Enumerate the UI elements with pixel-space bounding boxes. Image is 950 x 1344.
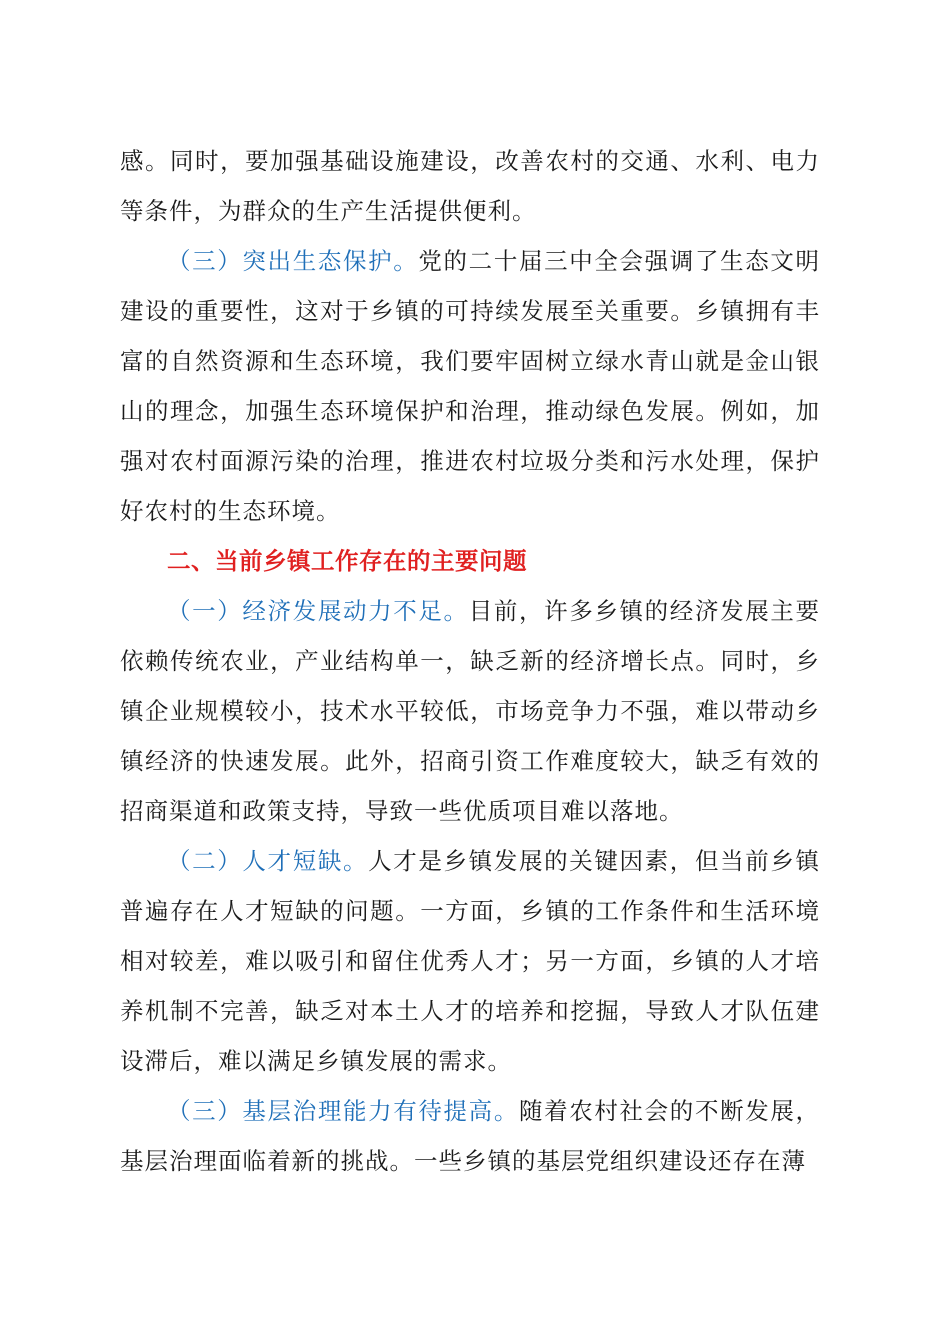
document-page: [120, 136, 820, 1186]
paragraph-text: 随着农村社会的不断发展，基层治理面临着新的挑战。一些乡镇的基层党组织建设还存在薄: [120, 1097, 821, 1175]
paragraph-talent: [120, 836, 820, 1086]
paragraph-text: 人才是乡镇发展的关键因素，但当前乡镇普遍存在人才短缺的问题。一方面，乡镇的工作条件和生活环境相对较差，难以吸引和留住优秀人才；另一方面，乡镇的人才培养机制不完善，缺乏对本土人才的培养和挖掘，导致人才队伍建设滞后，难以满足乡镇发展的需求。: [120, 847, 821, 1075]
paragraph-economy: [120, 586, 820, 836]
paragraph-ecology: [120, 236, 820, 536]
subheading-economy: （一）经济发展动力不足。: [167, 597, 469, 625]
section-heading: 二、当前乡镇工作存在的主要问题: [167, 547, 527, 575]
paragraph-text: 党的二十届三中全会强调了生态文明建设的重要性，这对于乡镇的可持续发展至关重要。乡镇拥有丰富的自然资源和生态环境，我们要牢固树立绿水青山就是金山银山的理念，加强生态环境保护和治理，推动绿色发展。例如，加强对农村面源污染的治理，推进农村垃圾分类和污水处理，保护好农村的生态环境。: [120, 247, 821, 525]
paragraph-text: 感。同时，要加强基础设施建设，改善农村的交通、水利、电力等条件，为群众的生产生活提供便利。: [120, 147, 820, 225]
subheading-governance: （三）基层治理能力有待提高。: [167, 1097, 519, 1125]
paragraph-governance: [120, 1086, 820, 1186]
subheading-talent: （二）人才短缺。: [167, 847, 369, 875]
paragraph-continuation: [120, 136, 820, 236]
paragraph-text: 目前，许多乡镇的经济发展主要依赖传统农业，产业结构单一，缺乏新的经济增长点。同时，乡镇企业规模较小，技术水平较低，市场竞争力不强，难以带动乡镇经济的快速发展。此外，招商引资工作难度较大，缺乏有效的招商渠道和政策支持，导致一些优质项目难以落地。: [120, 597, 821, 825]
subheading-ecology: （三）突出生态保护。: [167, 247, 419, 275]
